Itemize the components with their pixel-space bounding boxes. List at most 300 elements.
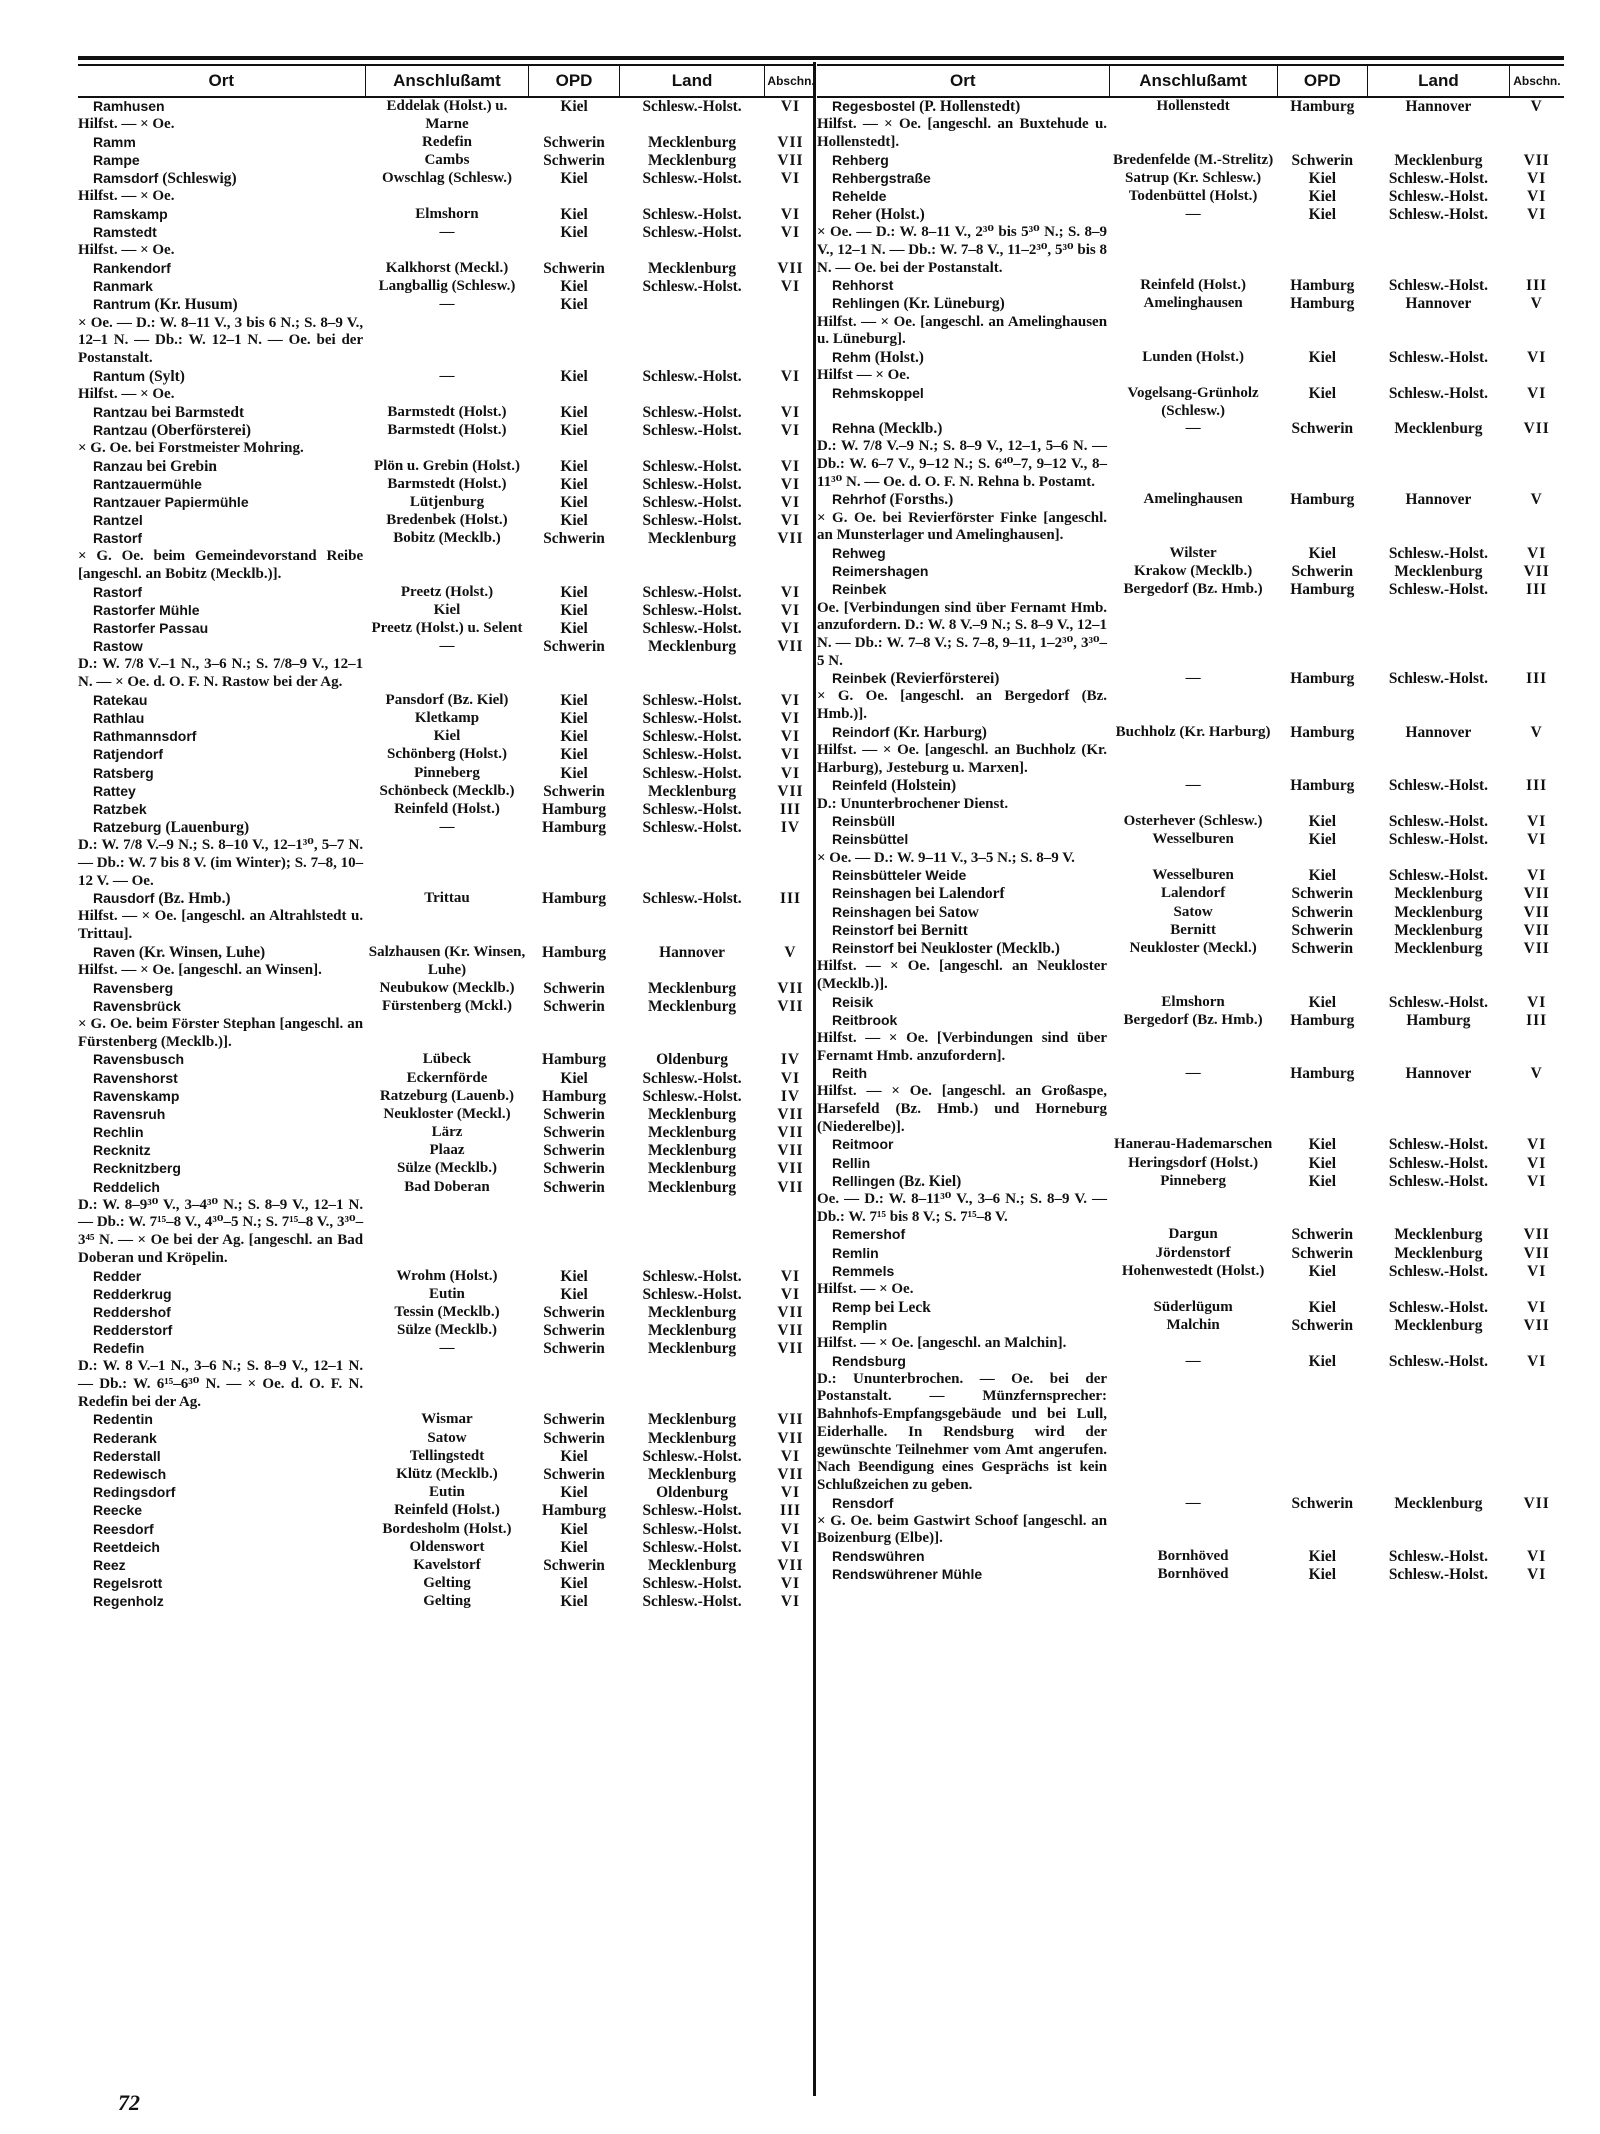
abschnitt-cell: VII (777, 530, 804, 548)
ort-cell (817, 491, 1109, 545)
place-name: Reimershagen (832, 563, 929, 580)
opd-cell: Kiel (560, 296, 588, 314)
place-name: Rausdorf (93, 890, 155, 907)
place-name: Rehm (832, 349, 871, 366)
table-row (817, 1566, 1564, 1584)
entry-heading (78, 1539, 363, 1557)
anschlussamt-cell: Lunden (Holst.) (1142, 349, 1244, 366)
entry-heading (78, 278, 363, 296)
ort-cell (817, 1065, 1109, 1136)
land-cell: Schlesw.-Holst. (642, 1447, 742, 1465)
abschnitt-cell: VII (777, 260, 804, 278)
land-cell: Schlesw.-Holst. (1388, 1172, 1489, 1190)
abschnitt-cell: VI (780, 98, 800, 115)
anschlussamt-cell: Dargun (1168, 1226, 1218, 1243)
table-row (817, 1263, 1564, 1299)
table-row (78, 998, 816, 1052)
table-row (78, 783, 816, 801)
abschnitt-cell: VI (1527, 1154, 1547, 1172)
ort-cell (817, 922, 1109, 940)
entry-heading (817, 994, 1107, 1012)
anschlussamt-cell: Heringsdorf (Holst.) (1128, 1154, 1259, 1171)
place-name: Rampe (93, 152, 140, 169)
opd-cell: Kiel (560, 1285, 588, 1303)
place-name: Ravenshorst (93, 1069, 178, 1086)
abschnitt-cell: VI (780, 601, 800, 619)
abschnitt-cell: VI (780, 1447, 800, 1465)
directory-table-left (78, 64, 816, 1611)
entry-heading (78, 1521, 363, 1539)
table-row (817, 940, 1564, 994)
place-name: Reesdorf (93, 1520, 154, 1537)
abschnitt-cell: VI (1527, 813, 1547, 831)
land-cell: Schlesw.-Holst. (642, 691, 742, 709)
land-cell: Hannover (1405, 491, 1472, 509)
abschnitt-cell: VII (777, 152, 804, 170)
anschlussamt-cell: Oldenswort (409, 1538, 485, 1555)
header-anschlussamt: Anschlußamt (365, 65, 529, 97)
opd-cell: Hamburg (1290, 1065, 1355, 1083)
ort-cell (817, 170, 1109, 188)
header-land: Land (619, 65, 765, 97)
abschnitt-cell: VII (1523, 420, 1550, 438)
table-row (817, 1012, 1564, 1066)
table-row (817, 813, 1564, 831)
entry-heading (78, 1286, 363, 1304)
place-qualifier: bei Neukloster (Mecklb.) (897, 939, 1060, 957)
table-row (78, 728, 816, 746)
ort-cell (78, 296, 365, 367)
place-name: Rellingen (832, 1172, 896, 1189)
place-name: Reinbek (832, 670, 887, 687)
land-cell: Schlesw.-Holst. (642, 819, 742, 837)
land-cell: Mecklenburg (648, 1124, 737, 1142)
abschnitt-cell: VII (1523, 151, 1550, 169)
place-name: Ravensberg (93, 979, 174, 996)
entry-heading (78, 296, 363, 314)
opd-cell: Schwerin (1291, 1244, 1354, 1262)
ort-cell (817, 885, 1109, 903)
opd-cell: Schwerin (543, 1340, 605, 1358)
ort-cell (78, 890, 365, 944)
place-qualifier: (Oberförsterei) (151, 421, 252, 439)
directory-table-right (817, 64, 1564, 1584)
ort-cell (78, 1484, 365, 1502)
place-details: D.: W. 8–9³⁰ V., 3–4³⁰ N.; S. 8–9 V., 12–1 N. — Db.: W. 7¹⁵–8 V., 4³⁰–5 N.; S. 7¹⁵–8 V., 3³⁰–3⁴⁵ N. — × Oe bei der Ag. [angeschl. an Bad Doberan und Kröpelin. (78, 1196, 364, 1266)
table-row (78, 1051, 816, 1069)
table-row (78, 97, 816, 134)
place-details: Hilfst. — × Oe. (78, 242, 175, 259)
opd-cell: Kiel (560, 691, 588, 709)
opd-cell: Schwerin (543, 1411, 605, 1429)
land-cell: Mecklenburg (648, 1465, 737, 1483)
entry-heading (78, 710, 363, 728)
entry-heading (78, 746, 363, 764)
entry-heading (78, 134, 363, 152)
header-abschnitt: Abschn. (765, 65, 816, 97)
land-cell: Mecklenburg (648, 152, 737, 170)
anschlussamt-cell: Elmshorn (1161, 993, 1225, 1010)
opd-cell: Schwerin (1291, 1226, 1354, 1244)
ort-cell (78, 1286, 365, 1304)
table-row (78, 1593, 816, 1611)
abschnitt-cell: V (1530, 98, 1543, 115)
place-name: Remlin (832, 1244, 879, 1261)
abschnitt-cell: VI (1527, 993, 1547, 1011)
entry-heading (817, 670, 1107, 688)
ort-cell (78, 1142, 365, 1160)
entry-heading (78, 1304, 363, 1322)
place-details: × G. Oe. bei Forstmeister Mohring. (78, 439, 304, 456)
place-qualifier: (Holst.) (875, 206, 925, 224)
anschlussamt-cell: Schönberg (Holst.) (386, 746, 507, 763)
anschlussamt-cell: Reinfeld (Holst.) (1140, 277, 1247, 294)
place-details: Oe. — D.: W. 8–11³⁰ V., 3–6 N.; S. 8–9 V. — Db.: W. 7¹⁵ bis 8 V.; S. 7¹⁵–8 V. (817, 1190, 1108, 1225)
abschnitt-cell: IV (780, 1051, 800, 1069)
place-name: Ratekau (93, 691, 148, 708)
table-row (78, 422, 816, 458)
anschlussamt-cell: Vogelsang-Grünholz (Schlesw.) (1127, 384, 1259, 419)
abschnitt-cell: V (1530, 1065, 1543, 1083)
abschnitt-cell: VI (780, 1285, 800, 1303)
ort-cell (817, 831, 1109, 867)
table-row (817, 867, 1564, 885)
table-row (78, 170, 816, 206)
abschnitt-cell: VI (780, 421, 800, 439)
abschnitt-cell: VI (780, 403, 800, 421)
abschnitt-cell: VI (780, 512, 800, 530)
anschlussamt-cell: Salzhausen (Kr. Winsen, Luhe) (368, 943, 526, 978)
ort-cell (78, 980, 365, 998)
place-name: Reinbek (832, 581, 887, 598)
land-cell: Schlesw.-Holst. (642, 421, 742, 439)
entry-heading (78, 1268, 363, 1286)
anschlussamt-cell: — (439, 638, 455, 655)
abschnitt-cell: VII (1523, 1226, 1550, 1244)
ort-cell (78, 1593, 365, 1611)
entry-heading (78, 1070, 363, 1088)
opd-cell: Kiel (560, 601, 588, 619)
ort-cell (817, 581, 1109, 670)
ort-cell (817, 1012, 1109, 1066)
entry-heading (78, 1340, 363, 1358)
entry-heading (78, 1088, 363, 1106)
opd-cell: Kiel (560, 224, 588, 242)
ort-cell (817, 1299, 1109, 1317)
entry-heading (78, 890, 363, 908)
opd-cell: Schwerin (543, 1303, 605, 1321)
opd-cell: Kiel (1308, 1154, 1336, 1172)
land-cell: Schlesw.-Holst. (1388, 1262, 1489, 1280)
opd-cell: Kiel (1308, 384, 1336, 402)
place-name: Remershof (832, 1226, 906, 1243)
land-cell: Schlesw.-Holst. (642, 367, 742, 385)
directory-page (78, 56, 1564, 2096)
table-row (78, 1142, 816, 1160)
anschlussamt-cell: Cambs (424, 152, 470, 169)
land-cell: Schlesw.-Holst. (1388, 1136, 1489, 1154)
ort-cell (78, 1575, 365, 1593)
land-cell: Mecklenburg (648, 530, 737, 548)
entry-heading (78, 224, 363, 242)
anschlussamt-cell: — (439, 224, 455, 241)
entry-heading (78, 422, 363, 440)
place-qualifier: (Mecklb.) (878, 420, 943, 438)
place-details: Hilfst. — × Oe. (78, 188, 175, 205)
entry-heading (78, 458, 363, 476)
land-cell: Hannover (659, 943, 725, 961)
place-name: Raven (93, 943, 136, 960)
opd-cell: Schwerin (1291, 1316, 1354, 1334)
table-row (78, 458, 816, 476)
place-name: Reecke (93, 1502, 143, 1519)
abschnitt-cell: VII (777, 1411, 804, 1429)
abschnitt-cell: III (1526, 670, 1548, 688)
place-name: Rehhorst (832, 277, 894, 294)
land-cell: Mecklenburg (1394, 921, 1483, 939)
anschlussamt-cell: Jördenstorf (1155, 1244, 1231, 1261)
land-cell: Mecklenburg (1394, 1226, 1483, 1244)
ort-cell (817, 867, 1109, 885)
place-name: Rendsburg (832, 1352, 906, 1369)
entry-heading (78, 512, 363, 530)
entry-heading (78, 1142, 363, 1160)
anschlussamt-cell: Wesselburen (1152, 831, 1234, 848)
place-name: Rederank (93, 1429, 157, 1446)
anschlussamt-cell: Sülze (Mecklb.) (396, 1160, 497, 1177)
entry-heading (817, 295, 1107, 313)
place-name: Redderkrug (93, 1285, 172, 1302)
place-name: Remmels (832, 1262, 895, 1279)
table-row (817, 295, 1564, 349)
place-name: Rehbergstraße (832, 169, 931, 186)
entry-heading (817, 545, 1107, 563)
opd-cell: Schwerin (543, 979, 605, 997)
land-cell: Mecklenburg (648, 1303, 737, 1321)
land-cell: Schlesw.-Holst. (642, 583, 742, 601)
place-details: × Oe. — D.: W. 9–11 V., 3–5 N.; S. 8–9 V. (817, 849, 1075, 866)
land-cell: Mecklenburg (648, 260, 737, 278)
land-cell: Schlesw.-Holst. (1388, 813, 1489, 831)
ort-cell (78, 1502, 365, 1520)
place-name: Rehlingen (832, 295, 900, 312)
entry-heading (817, 206, 1107, 224)
place-name: Ratzbek (93, 800, 147, 817)
opd-cell: Kiel (560, 1484, 588, 1502)
land-cell: Mecklenburg (648, 1411, 737, 1429)
ort-cell (78, 1539, 365, 1557)
anschlussamt-cell: Owschlag (Schlesw.) (381, 170, 512, 187)
anschlussamt-cell: Bordesholm (Holst.) (382, 1520, 512, 1537)
table-row (78, 224, 816, 260)
entry-heading (78, 1575, 363, 1593)
opd-cell: Schwerin (543, 1429, 605, 1447)
anschlussamt-cell: Reinfeld (Holst.) (394, 1502, 500, 1519)
anschlussamt-cell: Pansdorf (Bz. Kiel) (385, 691, 509, 708)
ort-cell (78, 1430, 365, 1448)
abschnitt-cell: VII (777, 782, 804, 800)
place-name: Reinsbüll (832, 813, 896, 830)
abschnitt-cell: VI (780, 620, 800, 638)
land-cell: Mecklenburg (648, 1142, 737, 1160)
anschlussamt-cell: Wismar (421, 1411, 473, 1428)
place-details: Hilfst. — × Oe. [angeschl. an Amelinghausen u. Lüneburg]. (817, 313, 1108, 348)
table-row (78, 819, 816, 890)
ort-cell (817, 1155, 1109, 1173)
entry-heading (78, 1160, 363, 1178)
table-row (817, 152, 1564, 170)
ort-cell (78, 1160, 365, 1178)
place-name: Rantrum (93, 296, 151, 313)
anschlussamt-cell: Langballig (Schlesw.) (378, 278, 516, 295)
anschlussamt-cell: — (1185, 1494, 1201, 1511)
entry-heading (78, 602, 363, 620)
table-row (78, 1430, 816, 1448)
abschnitt-cell: VII (1523, 563, 1550, 581)
anschlussamt-cell: Plaaz (429, 1142, 465, 1159)
land-cell: Schlesw.-Holst. (642, 1285, 742, 1303)
ort-cell (78, 801, 365, 819)
ort-cell (78, 783, 365, 801)
table-row (78, 1502, 816, 1520)
entry-heading (817, 98, 1107, 116)
land-cell: Schlesw.-Holst. (1388, 777, 1489, 795)
place-name: Reisik (832, 993, 874, 1010)
place-name: Regenholz (93, 1593, 164, 1610)
entry-heading (78, 494, 363, 512)
abschnitt-cell: VI (1527, 545, 1547, 563)
table-row (817, 277, 1564, 295)
place-name: Remp (832, 1298, 871, 1315)
land-cell: Hannover (1405, 1065, 1472, 1083)
opd-cell: Schwerin (543, 1465, 605, 1483)
opd-cell: Kiel (560, 367, 588, 385)
abschnitt-cell: III (779, 890, 801, 908)
anschlussamt-cell: Hanerau-Hademarschen (1113, 1136, 1273, 1153)
land-cell: Schlesw.-Holst. (1388, 581, 1489, 599)
opd-cell: Hamburg (1290, 670, 1355, 688)
top-rule (78, 56, 1564, 60)
place-name: Regelsrott (93, 1575, 163, 1592)
ort-cell (78, 620, 365, 638)
place-name: Ramhusen (93, 98, 165, 114)
abschnitt-cell: VII (777, 1322, 804, 1340)
entry-heading (817, 563, 1107, 581)
place-name: Regesbostel (832, 98, 916, 114)
anschlussamt-cell: Süderlügum (1153, 1298, 1233, 1315)
ort-cell (78, 152, 365, 170)
place-name: Reinsbütteler Weide (832, 867, 967, 884)
abschnitt-cell: VI (780, 1069, 800, 1087)
place-name: Ramsdorf (93, 170, 159, 187)
place-name: Reher (832, 206, 872, 223)
abschnitt-cell: VI (780, 1575, 800, 1593)
opd-cell: Kiel (1308, 1352, 1336, 1370)
anschlussamt-cell: — (439, 1340, 455, 1357)
entry-heading (78, 801, 363, 819)
opd-cell: Kiel (1308, 867, 1336, 885)
place-name: Ranmark (93, 278, 153, 295)
opd-cell: Kiel (1308, 1136, 1336, 1154)
opd-cell: Schwerin (1291, 1494, 1354, 1512)
place-name: Rederstall (93, 1447, 161, 1464)
entry-heading (817, 1136, 1107, 1154)
ort-cell (78, 530, 365, 584)
ort-cell (817, 206, 1109, 277)
abschnitt-cell: VI (1527, 349, 1547, 367)
entry-heading (817, 581, 1107, 599)
abschnitt-cell: VII (777, 1160, 804, 1178)
anschlussamt-cell: Bornhöved (1157, 1566, 1229, 1583)
ort-cell (817, 1226, 1109, 1244)
anschlussamt-cell: Neubukow (Mecklb.) (379, 979, 515, 996)
entry-heading (78, 1593, 363, 1611)
land-cell: Schlesw.-Holst. (642, 403, 742, 421)
entry-heading (817, 777, 1107, 795)
opd-cell: Kiel (560, 475, 588, 493)
entry-heading (78, 98, 363, 116)
table-row (817, 831, 1564, 867)
entry-heading (78, 1124, 363, 1142)
place-name: Reindorf (832, 723, 890, 740)
entry-heading (78, 1106, 363, 1124)
anschlussamt-cell: Elmshorn (415, 206, 479, 223)
place-name: Rastorf (93, 530, 143, 547)
ort-cell (78, 1322, 365, 1340)
ort-cell (817, 1566, 1109, 1584)
entry-heading (78, 620, 363, 638)
table-row (78, 152, 816, 170)
table-row (78, 1448, 816, 1466)
anschlussamt-cell: Plön u. Grebin (Holst.) (373, 457, 520, 474)
ort-cell (78, 1557, 365, 1575)
table-row (78, 980, 816, 998)
entry-heading (817, 813, 1107, 831)
header-opd: OPD (1277, 65, 1367, 97)
abschnitt-cell: VI (1527, 384, 1547, 402)
land-cell: Mecklenburg (1394, 1494, 1483, 1512)
place-name: Rantzel (93, 512, 143, 529)
table-row (78, 1088, 816, 1106)
place-name: Rattey (93, 782, 136, 799)
opd-cell: Schwerin (543, 1178, 605, 1196)
land-cell: Schlesw.-Holst. (1388, 169, 1489, 187)
anschlussamt-cell: Ratzeburg (Lauenb.) (379, 1087, 515, 1104)
table-row (817, 885, 1564, 903)
table-row (817, 1065, 1564, 1136)
place-details: D.: Ununterbrochener Dienst. (817, 795, 1009, 812)
place-qualifier: (Schleswig) (162, 170, 237, 188)
entry-heading (78, 998, 363, 1016)
abschnitt-cell: VI (780, 493, 800, 511)
place-qualifier: bei Leck (874, 1298, 931, 1316)
entry-heading (78, 1179, 363, 1197)
place-qualifier: (Sylt) (148, 367, 185, 385)
table-row (817, 491, 1564, 545)
abschnitt-cell: VII (777, 1105, 804, 1123)
ort-cell (78, 1179, 365, 1268)
place-details: Oe. [Verbindungen sind über Fernamt Hmb. anzufordern. D.: W. 8 V.–9 N.; S. 8–9 V., 12–1 N. — Db.: W. 7–8 V.; S. 7–8, 9–11, 1–2³⁰, 3³⁰–5 N. (817, 599, 1108, 669)
entry-heading (78, 1051, 363, 1069)
ort-cell (78, 476, 365, 494)
land-cell: Mecklenburg (1394, 1316, 1483, 1334)
land-cell: Hamburg (1406, 1011, 1471, 1029)
anschlussamt-cell: Bad Doberan (404, 1178, 490, 1195)
opd-cell: Schwerin (543, 1556, 605, 1574)
abschnitt-cell: VI (780, 224, 800, 242)
anschlussamt-cell: Kletkamp (414, 710, 480, 727)
land-cell: Mecklenburg (648, 1429, 737, 1447)
